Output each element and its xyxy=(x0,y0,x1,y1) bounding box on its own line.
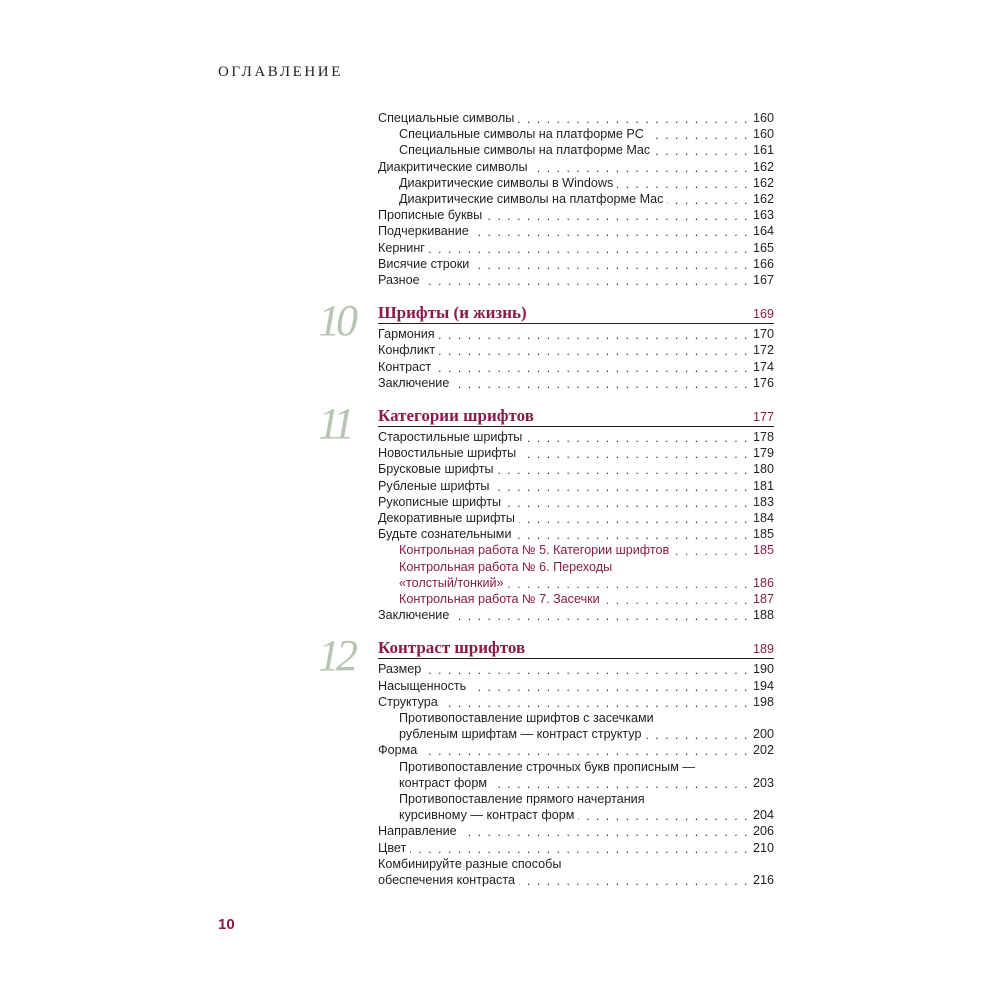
toc-entry-page: 186 xyxy=(752,575,774,590)
toc-entry-page: 179 xyxy=(752,446,774,461)
chapter-title: Категории шрифтов xyxy=(378,406,534,425)
toc-entry xyxy=(378,143,774,157)
dot-leader xyxy=(604,595,749,605)
dot-leader xyxy=(429,244,749,254)
toc-entry xyxy=(378,857,774,871)
toc-entry-title: Заключение xyxy=(378,608,450,623)
dot-leader xyxy=(473,227,749,237)
toc-entry-title: Размер xyxy=(378,662,422,677)
toc-entry-title: Подчеркивание xyxy=(378,224,469,239)
toc-entry xyxy=(378,662,774,676)
toc-entry xyxy=(378,695,774,709)
toc-entry-title: Заключение xyxy=(378,375,450,390)
toc-entry-title: Контраст xyxy=(378,359,432,374)
toc-entry-title: Висячие строки xyxy=(378,256,470,271)
toc-entry-title: Специальные символы на платформе Mac xyxy=(399,143,651,158)
dot-leader xyxy=(667,195,749,205)
toc-entry-page: 164 xyxy=(752,224,774,239)
dot-leader xyxy=(578,811,749,821)
toc-entry xyxy=(378,841,774,855)
toc-entry xyxy=(378,711,774,725)
toc-entry xyxy=(378,808,774,822)
dot-leader xyxy=(532,163,750,173)
toc-entry-page: 160 xyxy=(752,111,774,125)
toc-entry-page: 210 xyxy=(752,840,774,855)
dot-leader xyxy=(461,827,749,837)
chapter-title: Шрифты (и жизнь) xyxy=(378,303,527,323)
toc-entry-title: Направление xyxy=(378,824,457,839)
toc-entry-page: 163 xyxy=(752,208,774,223)
toc-entry xyxy=(378,376,774,390)
toc-entry xyxy=(378,743,774,757)
toc-entry-page: 176 xyxy=(752,375,774,390)
dot-leader xyxy=(473,260,749,270)
toc-entry-title: контраст форм xyxy=(399,775,487,790)
toc-entry-page: 172 xyxy=(752,343,774,358)
toc-entry xyxy=(378,560,774,574)
toc-entry xyxy=(378,192,774,206)
toc-entry-title: Конфликт xyxy=(378,343,436,358)
toc-entry xyxy=(378,257,774,271)
toc-entry-title: Цвет xyxy=(378,840,407,855)
toc-entry-page: 160 xyxy=(752,127,774,142)
toc-entry xyxy=(378,430,774,444)
toc-entry xyxy=(378,824,774,838)
toc-entry-page: 181 xyxy=(752,478,774,493)
dot-leader xyxy=(486,211,749,221)
toc-entry-page: 162 xyxy=(752,175,774,190)
toc-entry-page: 202 xyxy=(752,743,774,758)
toc-entry-page: 185 xyxy=(752,527,774,542)
dot-leader xyxy=(493,482,749,492)
toc-entry xyxy=(378,446,774,460)
toc-entry-page: 170 xyxy=(752,327,774,342)
toc-entry-title: Диакритические символы в Windows xyxy=(399,175,614,190)
toc-entry-title: Противопоставление прямого начертания xyxy=(399,792,645,806)
toc-entry-title: рубленым шрифтам — контраст структур xyxy=(399,727,642,742)
dot-leader xyxy=(439,330,749,340)
toc-entry xyxy=(378,360,774,374)
dot-leader xyxy=(617,179,749,189)
dot-leader xyxy=(421,746,749,756)
toc-entry xyxy=(378,608,774,622)
toc-entry-title: Новостильные шрифты xyxy=(378,446,517,461)
dot-leader xyxy=(424,276,749,286)
toc-entry xyxy=(378,343,774,357)
chapter-title: Контраст шрифтов xyxy=(378,638,526,658)
toc-entry xyxy=(378,543,774,557)
toc-entry-title: Разное xyxy=(378,273,420,287)
chapter-page: 169 xyxy=(752,307,774,322)
toc-entry xyxy=(378,727,774,741)
toc-entry-title: Диакритические символы xyxy=(378,159,528,174)
toc-entry xyxy=(378,760,774,774)
toc-entry-page: 167 xyxy=(752,273,774,287)
toc-entry-title: Контрольная работа № 7. Засечки xyxy=(399,592,600,606)
toc-entry-title: «толстый/тонкий» xyxy=(399,575,504,590)
toc-entry-page: 161 xyxy=(752,143,774,158)
toc-entry xyxy=(378,679,774,693)
toc-entry xyxy=(378,527,774,541)
toc-entry xyxy=(378,327,774,341)
toc-entry xyxy=(378,273,774,287)
toc-entry-page: 200 xyxy=(752,727,774,742)
toc-entry-page: 178 xyxy=(752,430,774,444)
toc-entry-title: обеспечения контраста xyxy=(378,873,515,887)
toc-entry xyxy=(378,241,774,255)
toc-entry-title: Специальные символы на платформе PC xyxy=(399,127,644,142)
toc-entry-title: Противопоставление шрифтов с засечками xyxy=(399,711,654,725)
toc-entry-title: Гармония xyxy=(378,327,435,342)
toc-entry-page: 166 xyxy=(752,256,774,271)
page-number: 10 xyxy=(218,916,235,933)
dot-leader xyxy=(453,611,749,621)
chapter-heading xyxy=(378,406,774,427)
toc-entry-page: 185 xyxy=(752,543,774,558)
toc-entry-title: Рукописные шрифты xyxy=(378,494,502,509)
toc-entry xyxy=(378,208,774,222)
toc-entry xyxy=(378,576,774,590)
toc-entry-page: 165 xyxy=(752,240,774,255)
toc-entry-page: 184 xyxy=(752,511,774,525)
toc-entry-title: Контрольная работа № 5. Категории шрифтов xyxy=(399,543,670,558)
dot-leader xyxy=(425,665,749,675)
toc-entry-title: Комбинируйте разные способы xyxy=(378,856,562,871)
toc-entry-title: Декоративные шрифты xyxy=(378,511,515,525)
toc-entry-page: 194 xyxy=(752,678,774,693)
dot-leader xyxy=(520,449,749,459)
toc-entry-title: Старостильные шрифты xyxy=(378,430,523,444)
toc-entry-title: Структура xyxy=(378,694,438,709)
dot-leader xyxy=(491,779,749,789)
toc-entry-page: 162 xyxy=(752,192,774,206)
dot-leader xyxy=(518,114,749,124)
toc-entry-page: 187 xyxy=(752,592,774,606)
chapter-number: 11 xyxy=(318,399,351,448)
chapter-page: 189 xyxy=(752,642,774,657)
toc-entry-title: Диакритические символы на платформе Mac xyxy=(399,192,664,206)
dot-leader xyxy=(435,363,749,373)
toc-entry xyxy=(378,224,774,238)
toc-entry-title: Рубленые шрифты xyxy=(378,478,490,493)
toc-entry-page: 198 xyxy=(752,694,774,709)
toc-entry xyxy=(378,511,774,525)
dot-leader xyxy=(516,530,750,540)
toc-entry xyxy=(378,462,774,476)
toc-entry-title: Насыщенность xyxy=(378,678,467,693)
dot-leader xyxy=(410,844,749,854)
dot-leader xyxy=(648,130,749,140)
dot-leader xyxy=(470,682,749,692)
chapter-number: 12 xyxy=(318,631,354,681)
chapter-number: 10 xyxy=(318,296,354,346)
dot-leader xyxy=(673,546,749,556)
toc-entry-title: курсивному — контраст форм xyxy=(399,808,575,823)
toc-entry xyxy=(378,127,774,141)
dot-leader xyxy=(498,465,749,475)
toc-entry xyxy=(378,776,774,790)
chapter-page: 177 xyxy=(752,410,774,424)
toc-entry-page: 206 xyxy=(752,824,774,839)
dot-leader xyxy=(453,379,749,389)
toc-entry-title: Кернинг xyxy=(378,240,425,255)
toc-entry xyxy=(378,176,774,190)
toc-entry-page: 174 xyxy=(752,359,774,374)
dot-leader xyxy=(519,876,749,886)
toc-entry-title: Будьте сознательными xyxy=(378,527,512,542)
toc-entry-page: 162 xyxy=(752,159,774,174)
running-head: ОГЛАВЛЕНИЕ xyxy=(218,64,343,80)
dot-leader xyxy=(505,498,749,508)
toc-entry xyxy=(378,873,774,887)
dot-leader xyxy=(645,730,749,740)
toc-entry-title: Брусковые шрифты xyxy=(378,462,494,477)
toc-entry-page: 204 xyxy=(752,808,774,823)
chapter-heading xyxy=(378,303,774,324)
toc-entry-page: 183 xyxy=(752,494,774,509)
toc-entry-page: 188 xyxy=(752,608,774,623)
toc-entry xyxy=(378,592,774,606)
toc-entry xyxy=(378,495,774,509)
dot-leader xyxy=(526,433,749,443)
toc-entry xyxy=(378,479,774,493)
toc-entry xyxy=(378,111,774,125)
toc-entry-page: 203 xyxy=(752,775,774,790)
toc-entry-page: 190 xyxy=(752,662,774,677)
dot-leader xyxy=(439,346,749,356)
toc-entry xyxy=(378,792,774,806)
toc-entry-title: Противопоставление строчных букв прописным — xyxy=(399,759,695,774)
dot-leader xyxy=(442,698,749,708)
dot-leader xyxy=(654,146,749,156)
toc-entry-page: 216 xyxy=(752,873,774,887)
toc-entry-title: Форма xyxy=(378,743,418,758)
toc-entry-title: Специальные символы xyxy=(378,111,515,125)
dot-leader xyxy=(508,579,749,589)
chapter-heading xyxy=(378,638,774,659)
toc-entry-title: Прописные буквы xyxy=(378,208,483,223)
toc-entry-title: Контрольная работа № 6. Переходы xyxy=(399,559,613,574)
toc-entry-page: 180 xyxy=(752,462,774,477)
toc-entry xyxy=(378,160,774,174)
dot-leader xyxy=(519,514,749,524)
